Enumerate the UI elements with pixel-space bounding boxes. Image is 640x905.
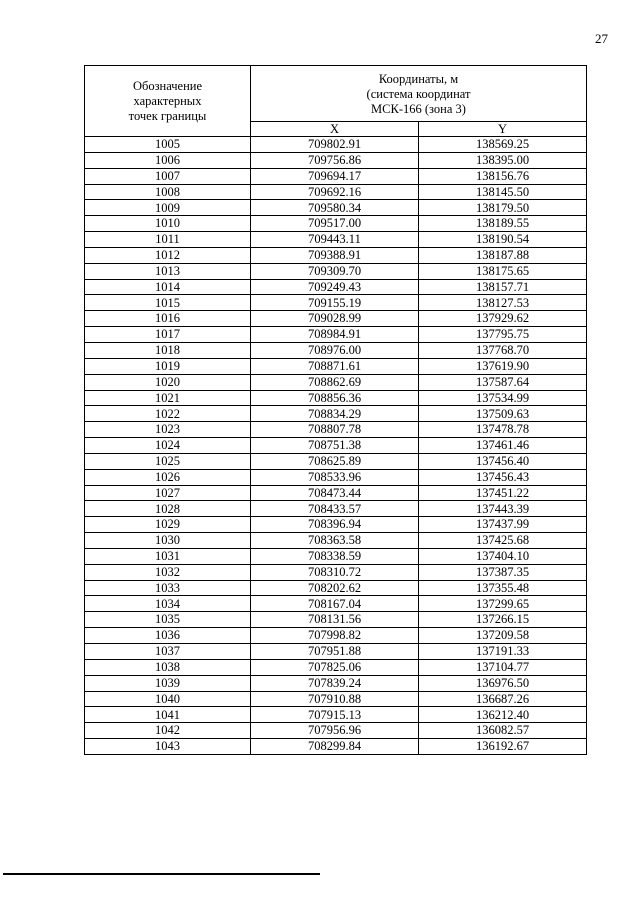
x-cell: 708131.56 (251, 612, 419, 628)
table-row (85, 232, 587, 248)
x-cell: 708984.91 (251, 327, 419, 343)
point-cell: 1010 (85, 216, 251, 232)
table-body (85, 137, 587, 755)
coordinates-header-text: Координаты, м (система координат МСК-166 (зона 3) (366, 71, 471, 116)
table-row (85, 469, 587, 485)
table-row (85, 390, 587, 406)
point-cell: 1031 (85, 548, 251, 564)
y-cell: 138190.54 (419, 232, 587, 248)
x-cell: 709517.00 (251, 216, 419, 232)
table-row (85, 168, 587, 184)
point-cell: 1041 (85, 707, 251, 723)
x-cell: 708871.61 (251, 358, 419, 374)
y-cell: 137355.48 (419, 580, 587, 596)
point-cell: 1019 (85, 358, 251, 374)
table-row (85, 279, 587, 295)
y-cell: 136082.57 (419, 723, 587, 739)
y-cell: 138157.71 (419, 279, 587, 295)
x-cell: 708533.96 (251, 469, 419, 485)
y-cell: 137587.64 (419, 374, 587, 390)
table-row (85, 263, 587, 279)
y-cell: 137437.99 (419, 517, 587, 533)
y-cell: 137425.68 (419, 533, 587, 549)
point-cell: 1036 (85, 628, 251, 644)
y-cell: 136212.40 (419, 707, 587, 723)
table-row (85, 406, 587, 422)
y-cell: 138179.50 (419, 200, 587, 216)
table-row (85, 216, 587, 232)
x-cell: 707998.82 (251, 628, 419, 644)
point-cell: 1011 (85, 232, 251, 248)
y-cell: 137461.46 (419, 438, 587, 454)
x-cell: 708202.62 (251, 580, 419, 596)
point-cell: 1033 (85, 580, 251, 596)
point-cell: 1018 (85, 342, 251, 358)
point-cell: 1024 (85, 438, 251, 454)
table-row (85, 739, 587, 755)
point-cell: 1022 (85, 406, 251, 422)
y-cell: 138187.88 (419, 247, 587, 263)
x-cell: 709694.17 (251, 168, 419, 184)
table-row (85, 438, 587, 454)
y-cell: 137209.58 (419, 628, 587, 644)
y-cell: 136976.50 (419, 675, 587, 691)
point-cell: 1040 (85, 691, 251, 707)
point-cell: 1016 (85, 311, 251, 327)
table-row (85, 564, 587, 580)
table-row (85, 723, 587, 739)
x-cell: 707956.96 (251, 723, 419, 739)
point-cell: 1006 (85, 152, 251, 168)
point-cell: 1035 (85, 612, 251, 628)
y-cell: 137404.10 (419, 548, 587, 564)
x-cell: 709692.16 (251, 184, 419, 200)
x-cell: 708834.29 (251, 406, 419, 422)
x-cell: 709443.11 (251, 232, 419, 248)
x-cell: 708856.36 (251, 390, 419, 406)
table-row (85, 659, 587, 675)
y-cell: 137478.78 (419, 422, 587, 438)
point-cell: 1042 (85, 723, 251, 739)
point-cell: 1030 (85, 533, 251, 549)
x-cell: 708976.00 (251, 342, 419, 358)
coordinates-table (84, 65, 587, 755)
point-cell: 1012 (85, 247, 251, 263)
table-row (85, 628, 587, 644)
x-cell: 709756.86 (251, 152, 419, 168)
table-row (85, 184, 587, 200)
x-cell: 709155.19 (251, 295, 419, 311)
point-cell: 1008 (85, 184, 251, 200)
table-row (85, 311, 587, 327)
x-cell: 708751.38 (251, 438, 419, 454)
table-row (85, 612, 587, 628)
y-cell: 137509.63 (419, 406, 587, 422)
y-cell: 138127.53 (419, 295, 587, 311)
x-cell: 709388.91 (251, 247, 419, 263)
table-row (85, 358, 587, 374)
point-cell: 1027 (85, 485, 251, 501)
point-cell: 1014 (85, 279, 251, 295)
point-cell: 1039 (85, 675, 251, 691)
x-cell: 707951.88 (251, 644, 419, 660)
point-cell: 1007 (85, 168, 251, 184)
y-cell: 137768.70 (419, 342, 587, 358)
table-row (85, 485, 587, 501)
x-cell: 709249.43 (251, 279, 419, 295)
point-cell: 1021 (85, 390, 251, 406)
table-row (85, 644, 587, 660)
point-cell: 1043 (85, 739, 251, 755)
y-cell: 137534.99 (419, 390, 587, 406)
table-row (85, 580, 587, 596)
x-cell: 709580.34 (251, 200, 419, 216)
x-cell: 708363.58 (251, 533, 419, 549)
table-row (85, 295, 587, 311)
x-cell: 708807.78 (251, 422, 419, 438)
table-row (85, 200, 587, 216)
table-row (85, 137, 587, 153)
point-designation-header (85, 66, 251, 137)
x-cell: 707839.24 (251, 675, 419, 691)
table-header (85, 66, 587, 137)
y-cell: 138189.55 (419, 216, 587, 232)
table-row (85, 533, 587, 549)
table-row (85, 342, 587, 358)
point-cell: 1037 (85, 644, 251, 660)
point-cell: 1025 (85, 453, 251, 469)
point-designation-header-text: Обозначение характерных точек границы (128, 78, 207, 123)
table-row (85, 707, 587, 723)
point-cell: 1020 (85, 374, 251, 390)
y-cell: 138395.00 (419, 152, 587, 168)
point-cell: 1034 (85, 596, 251, 612)
x-cell: 707915.13 (251, 707, 419, 723)
page-number: 27 (595, 31, 608, 46)
point-cell: 1005 (85, 137, 251, 153)
y-cell: 137451.22 (419, 485, 587, 501)
y-cell: 137929.62 (419, 311, 587, 327)
y-cell: 137619.90 (419, 358, 587, 374)
table-row (85, 501, 587, 517)
point-cell: 1026 (85, 469, 251, 485)
y-cell: 137387.35 (419, 564, 587, 580)
x-cell: 708625.89 (251, 453, 419, 469)
y-cell: 138569.25 (419, 137, 587, 153)
point-cell: 1015 (85, 295, 251, 311)
x-cell: 708862.69 (251, 374, 419, 390)
y-column-header: Y (419, 121, 587, 136)
x-cell: 709309.70 (251, 263, 419, 279)
coordinates-header (251, 66, 587, 122)
x-cell: 708167.04 (251, 596, 419, 612)
x-column-header: X (251, 121, 419, 136)
y-cell: 137104.77 (419, 659, 587, 675)
x-cell: 707910.88 (251, 691, 419, 707)
x-cell: 709802.91 (251, 137, 419, 153)
table-row (85, 691, 587, 707)
y-cell: 138145.50 (419, 184, 587, 200)
table-row (85, 247, 587, 263)
table-row (85, 152, 587, 168)
y-cell: 136687.26 (419, 691, 587, 707)
y-cell: 137266.15 (419, 612, 587, 628)
y-cell: 138156.76 (419, 168, 587, 184)
x-cell: 708473.44 (251, 485, 419, 501)
y-cell: 136192.67 (419, 739, 587, 755)
table-row (85, 548, 587, 564)
x-cell: 708310.72 (251, 564, 419, 580)
table-row (85, 517, 587, 533)
y-cell: 137443.39 (419, 501, 587, 517)
table-row (85, 327, 587, 343)
point-cell: 1013 (85, 263, 251, 279)
point-cell: 1028 (85, 501, 251, 517)
table-row (85, 596, 587, 612)
x-cell: 708338.59 (251, 548, 419, 564)
point-cell: 1017 (85, 327, 251, 343)
y-cell: 137456.43 (419, 469, 587, 485)
point-cell: 1032 (85, 564, 251, 580)
point-cell: 1029 (85, 517, 251, 533)
x-cell: 708299.84 (251, 739, 419, 755)
y-cell: 138175.65 (419, 263, 587, 279)
table-row (85, 453, 587, 469)
x-cell: 707825.06 (251, 659, 419, 675)
table-row (85, 374, 587, 390)
point-cell: 1038 (85, 659, 251, 675)
y-cell: 137299.65 (419, 596, 587, 612)
x-cell: 709028.99 (251, 311, 419, 327)
x-cell: 708396.94 (251, 517, 419, 533)
x-cell: 708433.57 (251, 501, 419, 517)
table-row (85, 675, 587, 691)
y-cell: 137191.33 (419, 644, 587, 660)
y-cell: 137456.40 (419, 453, 587, 469)
point-cell: 1009 (85, 200, 251, 216)
table-row (85, 422, 587, 438)
footer-rule (3, 873, 320, 875)
y-cell: 137795.75 (419, 327, 587, 343)
point-cell: 1023 (85, 422, 251, 438)
